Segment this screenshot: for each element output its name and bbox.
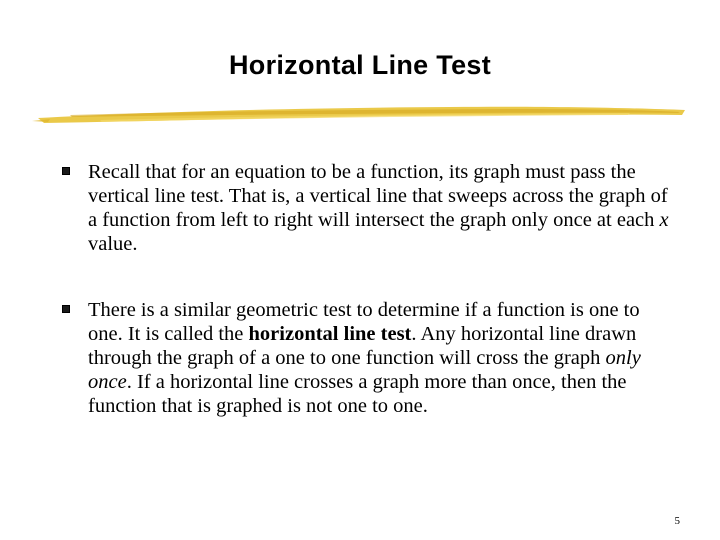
bullet-text: . Any horizontal line drawn through the graph of a one to one function will cross the graph xyxy=(88,323,637,369)
bullet-text: . If a horizontal line crosses a graph more than once, then the function that is graphed is not one to one. xyxy=(88,371,627,417)
page-number: 5 xyxy=(674,515,680,527)
bullet-item xyxy=(62,298,672,418)
bullet-text-bold: horizontal line test xyxy=(248,323,412,345)
bullet-item xyxy=(62,160,672,256)
bullet-text-italic: x xyxy=(659,209,669,231)
bullet-text-italic: only once xyxy=(88,347,641,393)
bullet-text: Recall that for an equation to be a function, its graph must pass the vertical line test. That is, a vertical line that sweeps across the graph of a function from left to right will intersect the graph only once at each xyxy=(88,161,668,231)
bullet-text: value. xyxy=(88,233,138,255)
title-underline-brush-stroke xyxy=(30,98,690,128)
square-bullet-icon xyxy=(62,305,70,313)
bullet-list xyxy=(62,160,672,418)
bullet-text: There is a similar geometric test to determine if a function is one to one. It is called the xyxy=(88,299,640,345)
slide-title: Horizontal Line Test xyxy=(228,50,491,80)
square-bullet-icon xyxy=(62,167,70,175)
